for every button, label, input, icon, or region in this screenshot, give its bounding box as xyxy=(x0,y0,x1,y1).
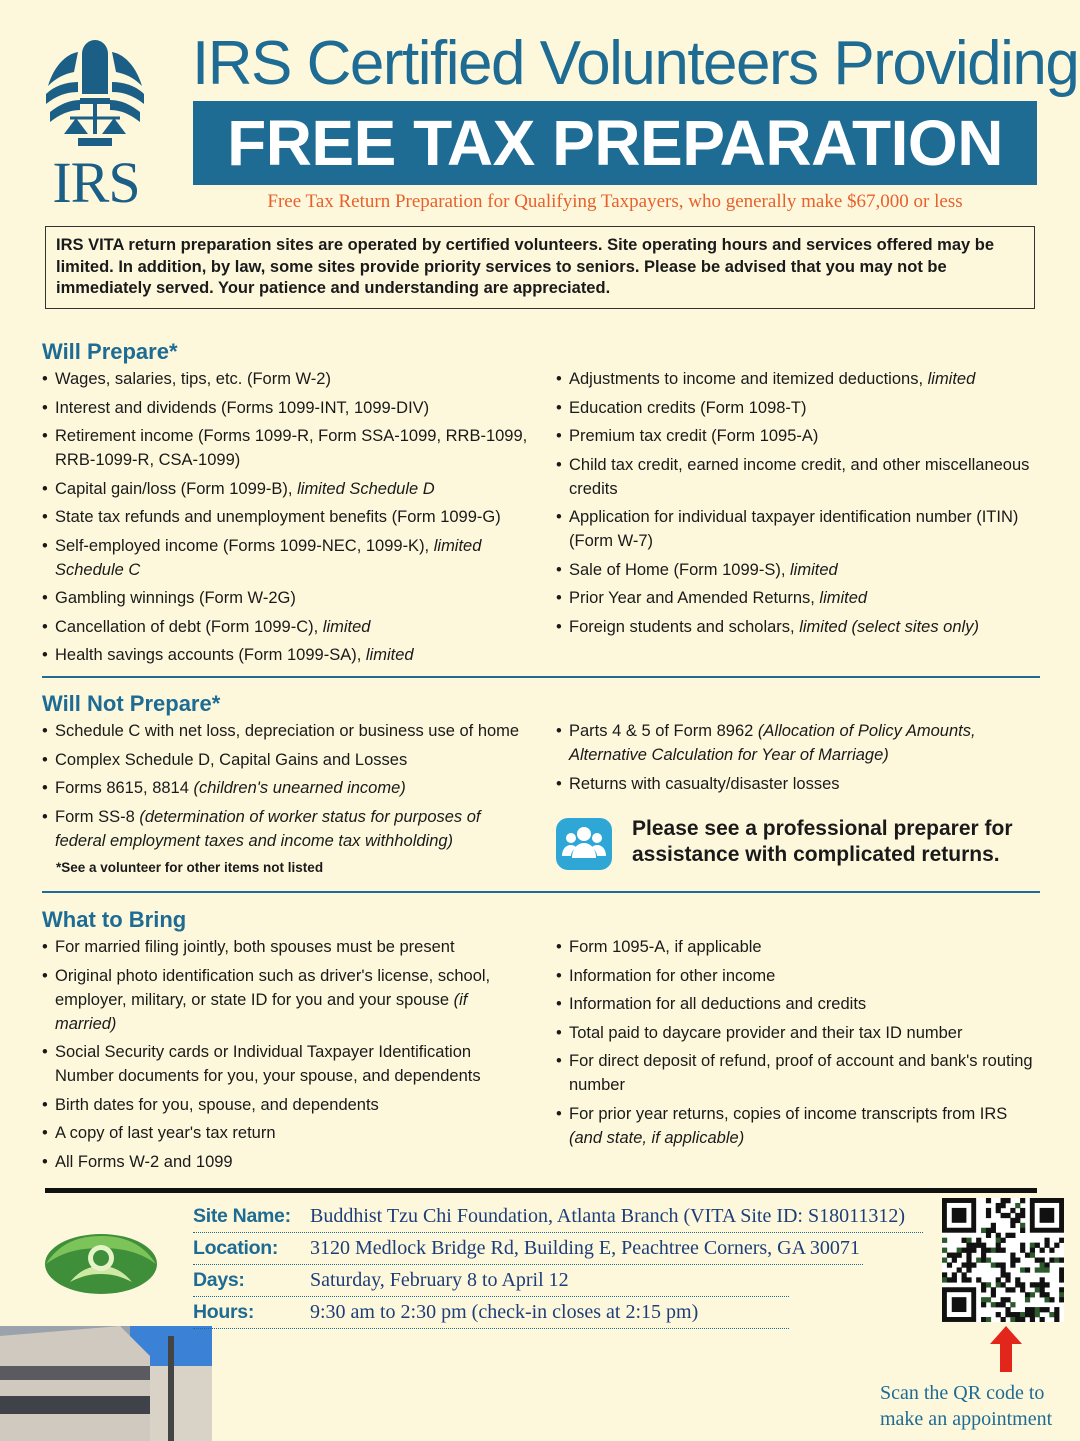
list-item-text: Birth dates for you, spouse, and dependents xyxy=(55,1095,379,1114)
list-item-text: Original photo identification such as driver's license, school, employer, military, or state ID for you and your spouse xyxy=(55,966,491,1009)
list-item xyxy=(42,615,532,639)
list-item xyxy=(42,534,532,582)
footnote: *See a volunteer for other items not listed xyxy=(56,860,324,875)
list-item-emphasis: limited Schedule C xyxy=(55,536,482,579)
location-underline xyxy=(193,1264,863,1265)
list-item-text: Wages, salaries, tips, etc. (Form W-2) xyxy=(55,370,331,388)
what-to-bring-list-left xyxy=(42,935,532,1178)
list-item-text: Returns with casualty/disaster losses xyxy=(569,774,840,793)
list-item-emphasis: (Allocation of Policy Amounts, Alternative Calculation for Year of Marriage) xyxy=(569,722,976,764)
will-prepare-title: Will Prepare* xyxy=(42,339,178,364)
list-item-text: Capital gain/loss (Form 1099-B), xyxy=(55,479,298,498)
days-underline xyxy=(193,1296,789,1297)
will-not-prepare-list-left xyxy=(42,719,532,857)
list-item xyxy=(556,453,1040,501)
list-item xyxy=(42,1150,532,1174)
list-item-text: Gambling winnings (Form W-2G) xyxy=(55,589,296,607)
will-prepare-list-left xyxy=(42,367,532,672)
list-item xyxy=(42,935,532,959)
list-item xyxy=(42,776,532,800)
list-item xyxy=(556,424,1040,448)
list-item-text: Sale of Home (Form 1099-S), xyxy=(569,560,790,579)
list-item xyxy=(556,558,1040,582)
location-value: 3120 Medlock Bridge Rd, Building E, Peachtree Corners, GA 30071 xyxy=(310,1237,860,1259)
people-group-icon xyxy=(556,818,612,870)
professional-preparer-text xyxy=(632,816,1013,868)
list-item-text: Premium tax credit (Form 1095-A) xyxy=(569,427,819,445)
subtitle: Free Tax Return Preparation for Qualifying Taxpayers, who generally make $67,000 or less xyxy=(267,191,963,212)
days-value: Saturday, February 8 to April 12 xyxy=(310,1269,569,1291)
list-item-emphasis: limited xyxy=(322,617,371,636)
list-item xyxy=(556,1102,1040,1150)
scan-qr-text xyxy=(880,1380,1075,1432)
pro-line-1: Please see a professional preparer for xyxy=(632,817,1013,840)
will-not-prepare-list-right xyxy=(556,719,1040,800)
list-item-text: Forms 8615, 8814 xyxy=(55,779,194,797)
list-item-emphasis: limited xyxy=(927,370,976,388)
section-divider xyxy=(42,891,1040,893)
list-item-text: For married filing jointly, both spouses must be present xyxy=(55,938,455,956)
list-item xyxy=(42,1040,532,1088)
list-item-text: Parts 4 & 5 of Form 8962 xyxy=(569,722,758,740)
tzu-chi-logo xyxy=(40,1222,162,1302)
list-item xyxy=(556,586,1040,610)
list-item xyxy=(556,935,1040,959)
list-item-emphasis: (determination of worker status for purposes of federal employment taxes and income tax withholding) xyxy=(55,807,481,850)
list-item xyxy=(556,396,1040,420)
list-item-text: Foreign students and scholars, xyxy=(569,617,800,636)
hours-label: Hours: xyxy=(193,1301,255,1323)
will-not-prepare-title: Will Not Prepare* xyxy=(42,691,221,716)
site-name-value: Buddhist Tzu Chi Foundation, Atlanta Branch (VITA Site ID: S18011312) xyxy=(310,1205,906,1227)
list-item-text: Schedule C with net loss, depreciation or business use of home xyxy=(55,722,520,740)
what-to-bring-title: What to Bring xyxy=(42,907,187,932)
qr-code-icon xyxy=(942,1198,1064,1322)
list-item xyxy=(42,477,532,501)
list-item-text: Application for individual taxpayer identification number (ITIN) (Form W-7) xyxy=(569,508,1019,550)
list-item xyxy=(556,1021,1040,1045)
hours-value: 9:30 am to 2:30 pm (check-in closes at 2:15 pm) xyxy=(310,1301,699,1323)
list-item-text: Information for all deductions and credits xyxy=(569,995,867,1013)
list-item-text: A copy of last year's tax return xyxy=(55,1124,276,1142)
list-item-text: Complex Schedule D, Capital Gains and Losses xyxy=(55,750,408,769)
list-item xyxy=(42,367,532,391)
list-item xyxy=(42,424,532,472)
list-item xyxy=(556,772,1040,796)
list-item-text: Self-employed income (Forms 1099-NEC, 1099-K), xyxy=(55,536,434,555)
days-label: Days: xyxy=(193,1269,245,1291)
section-divider xyxy=(42,676,1040,678)
list-item xyxy=(42,505,532,529)
professional-preparer-callout xyxy=(556,816,1036,872)
building-photo xyxy=(0,1326,212,1441)
list-item xyxy=(556,615,1040,639)
page-title: IRS Certified Volunteers Providing xyxy=(192,29,1079,98)
list-item-text: Education credits (Form 1098-T) xyxy=(569,398,807,417)
list-item xyxy=(556,964,1040,988)
list-item xyxy=(42,586,532,610)
list-item-emphasis: limited xyxy=(819,589,868,607)
list-item xyxy=(556,505,1040,553)
list-item xyxy=(556,367,1040,391)
list-item-text: State tax refunds and unemployment benefits (Form 1099-G) xyxy=(55,508,501,526)
notice-box xyxy=(45,226,1035,309)
up-arrow-icon xyxy=(990,1326,1022,1372)
hours-underline xyxy=(193,1328,789,1329)
list-item-text: For direct deposit of refund, proof of account and bank's routing number xyxy=(569,1052,1033,1094)
what-to-bring-list-right xyxy=(556,935,1040,1154)
list-item-text: Retirement income (Forms 1099-R, Form SSA-1099, RRB-1099, RRB-1099-R, CSA-1099) xyxy=(55,427,528,469)
list-item-text: Cancellation of debt (Form 1099-C), xyxy=(55,617,323,636)
site-name-label: Site Name: xyxy=(193,1205,291,1227)
pro-line-2: assistance with complicated returns. xyxy=(632,843,1000,866)
list-item xyxy=(42,396,532,420)
notice-text: IRS VITA return preparation sites are operated by certified volunteers. Site operating hours and services offered may be limited. In addition, by law, some sites provide priority services to seniors. Please be advised that you may not be immediately served. Your patience and understanding are appreciated. xyxy=(56,236,995,297)
list-item-emphasis: limited xyxy=(790,560,838,579)
list-item-emphasis: (children's unearned income) xyxy=(193,779,406,797)
site-name-underline xyxy=(193,1232,923,1233)
list-item-text: Information for other income xyxy=(569,966,776,985)
list-item-emphasis: (and state, if applicable) xyxy=(569,1128,745,1147)
list-item-text: Child tax credit, earned income credit, and other miscellaneous credits xyxy=(569,455,1030,498)
eagle-icon xyxy=(40,34,150,154)
list-item-emphasis: limited (select sites only) xyxy=(799,617,979,636)
list-item xyxy=(556,992,1040,1016)
list-item-text: All Forms W-2 and 1099 xyxy=(55,1152,233,1171)
list-item xyxy=(42,748,532,772)
list-item xyxy=(42,1093,532,1117)
list-item-text: Form 1095-A, if applicable xyxy=(569,938,762,956)
list-item xyxy=(556,1049,1040,1097)
list-item-text: Total paid to daycare provider and their tax ID number xyxy=(569,1023,963,1042)
list-item-text: Adjustments to income and itemized deductions, xyxy=(569,370,928,388)
list-item-emphasis: limited xyxy=(365,646,414,664)
scan-line-1: Scan the QR code to xyxy=(880,1382,1045,1404)
list-item-text: Health savings accounts (Form 1099-SA), xyxy=(55,646,366,664)
scan-line-2: make an appointment xyxy=(880,1408,1053,1430)
list-item xyxy=(556,719,1040,767)
list-item-text: Form SS-8 xyxy=(55,807,140,826)
list-item-emphasis: (if married) xyxy=(55,990,468,1033)
footer-divider xyxy=(45,1188,1037,1193)
list-item xyxy=(42,1121,532,1145)
list-item-text: Prior Year and Amended Returns, xyxy=(569,589,820,607)
list-item-text: Interest and dividends (Forms 1099-INT, 1099-DIV) xyxy=(55,398,430,417)
list-item xyxy=(42,643,532,667)
irs-logo xyxy=(40,34,150,215)
irs-logo-text: IRS xyxy=(52,150,140,215)
appointment-qr-code[interactable] xyxy=(942,1198,1064,1322)
location-label: Location: xyxy=(193,1237,279,1259)
list-item xyxy=(42,964,532,1036)
list-item-text: Social Security cards or Individual Taxpayer Identification Number documents for you, your spouse, and dependents xyxy=(55,1043,481,1085)
free-tax-banner: FREE TAX PREPARATION xyxy=(193,101,1037,185)
list-item xyxy=(42,719,532,743)
list-item xyxy=(42,805,532,853)
will-prepare-list-right xyxy=(556,367,1040,643)
list-item-emphasis: limited Schedule D xyxy=(297,479,435,498)
list-item-text: For prior year returns, copies of income transcripts from IRS xyxy=(569,1104,1008,1123)
lotus-logo-icon xyxy=(40,1222,162,1302)
